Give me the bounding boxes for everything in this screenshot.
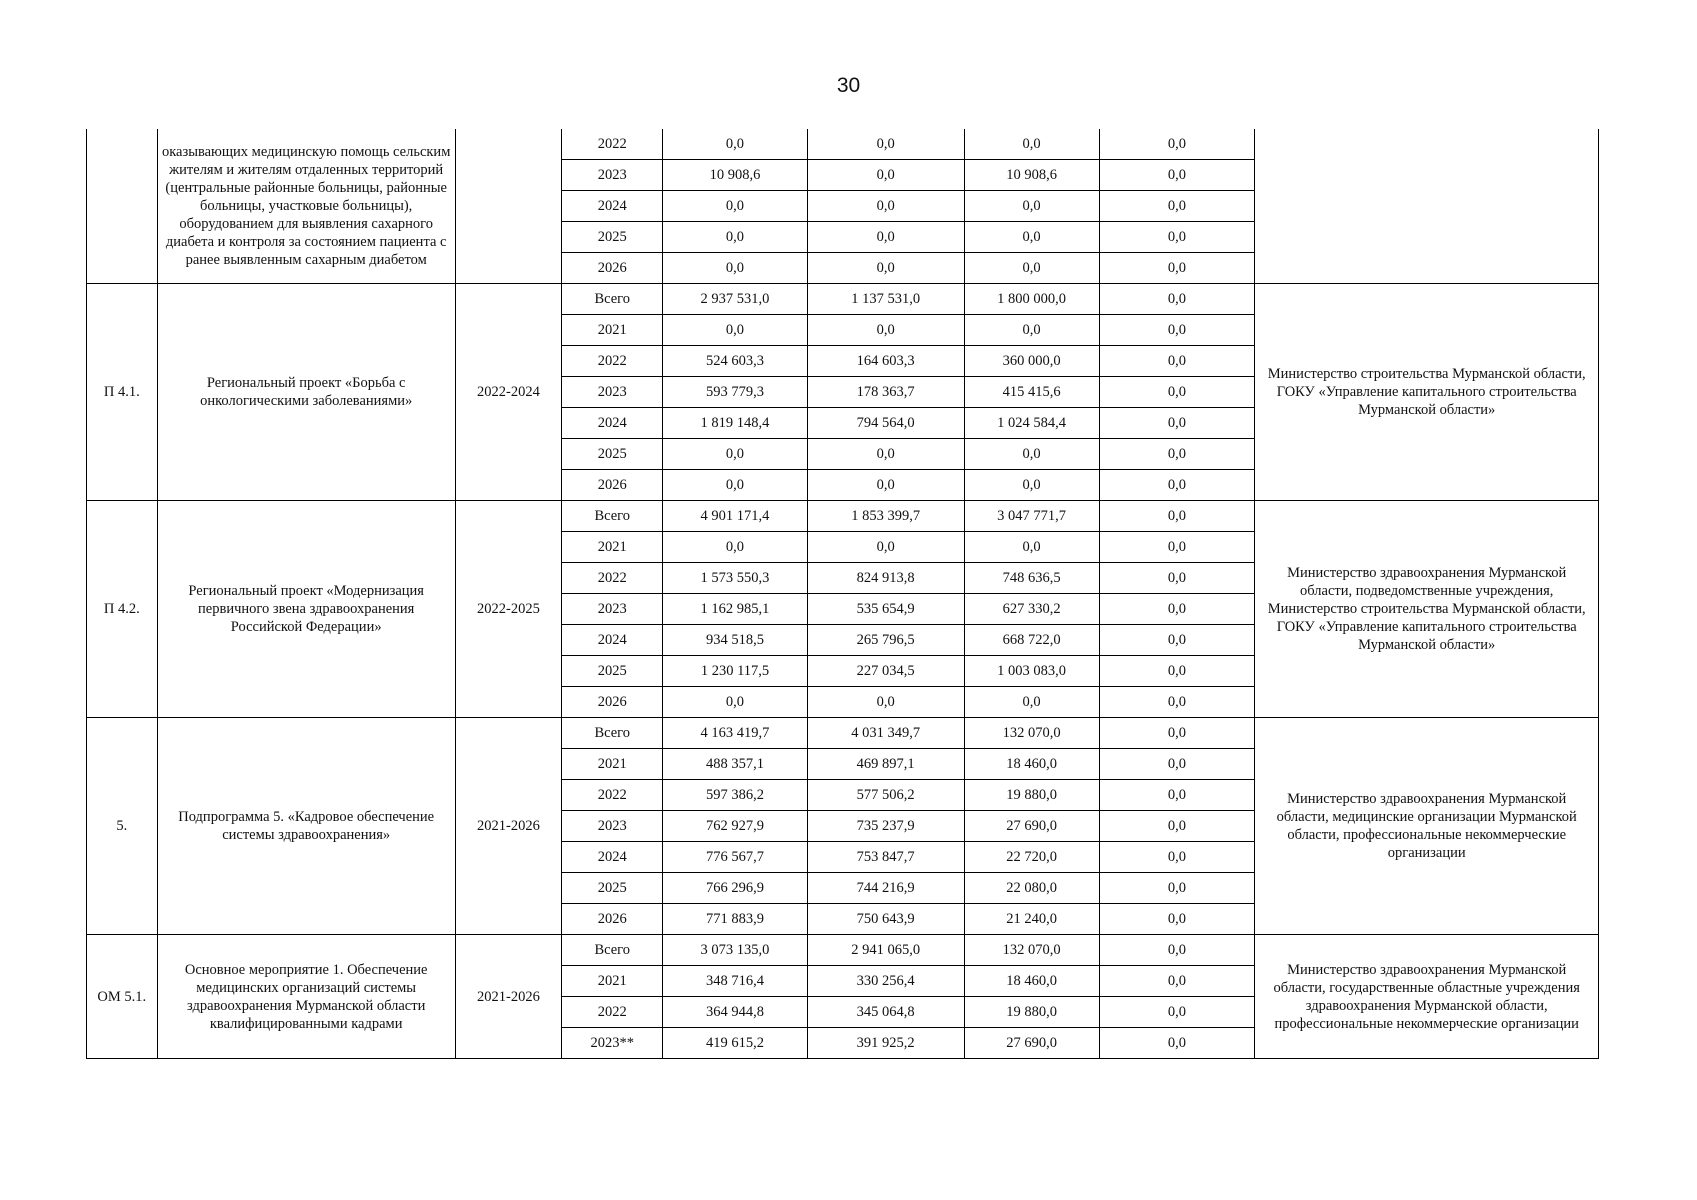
cell-other: 0,0 [1099,749,1255,780]
cell-name: Региональный проект «Борьба с онкологическими заболеваниями» [157,284,455,501]
cell-fed: 345 064,8 [807,997,964,1028]
cell-other: 0,0 [1099,470,1255,501]
cell-year: 2025 [562,439,663,470]
cell-other: 0,0 [1099,160,1255,191]
cell-responsible: Министерство строительства Мурманской области, ГОКУ «Управление капитального строительства Мурманской области» [1255,284,1599,501]
cell-reg: 3 047 771,7 [964,501,1099,532]
cell-responsible: Министерство здравоохранения Мурманской области, медицинские организации Мурманской области, профессиональные некоммерческие организации [1255,718,1599,935]
cell-fed: 391 925,2 [807,1028,964,1059]
cell-reg: 22 080,0 [964,873,1099,904]
cell-other: 0,0 [1099,873,1255,904]
cell-code: ОМ 5.1. [87,935,158,1059]
cell-year: 2021 [562,749,663,780]
cell-total: 0,0 [663,191,807,222]
cell-fed: 0,0 [807,129,964,160]
cell-total: 934 518,5 [663,625,807,656]
cell-code [87,129,158,284]
cell-reg: 0,0 [964,687,1099,718]
funding-table [86,129,1599,1059]
cell-reg: 0,0 [964,191,1099,222]
cell-fed: 744 216,9 [807,873,964,904]
cell-total: 0,0 [663,253,807,284]
table-row [87,129,1599,160]
cell-year: 2022 [562,997,663,1028]
cell-reg: 10 908,6 [964,160,1099,191]
cell-total: 771 883,9 [663,904,807,935]
cell-year: 2023 [562,160,663,191]
cell-year: 2021 [562,966,663,997]
cell-name: Основное мероприятие 1. Обеспечение медицинских организаций системы здравоохранения Мурманской области квалифицированными кадрами [157,935,455,1059]
cell-year: 2025 [562,873,663,904]
cell-other: 0,0 [1099,439,1255,470]
cell-year: 2022 [562,780,663,811]
page-number: 30 [836,74,861,97]
cell-year: Всего [562,935,663,966]
cell-responsible: Министерство здравоохранения Мурманской области, подведомственные учреждения, Министерство строительства Мурманской области, ГОКУ «Управление капитального строительства Мурманской области» [1255,501,1599,718]
cell-year: 2024 [562,191,663,222]
cell-reg: 27 690,0 [964,811,1099,842]
cell-period [455,129,561,284]
cell-other: 0,0 [1099,532,1255,563]
cell-other: 0,0 [1099,656,1255,687]
cell-fed: 227 034,5 [807,656,964,687]
cell-other: 0,0 [1099,780,1255,811]
cell-year: 2025 [562,222,663,253]
cell-other: 0,0 [1099,966,1255,997]
cell-fed: 178 363,7 [807,377,964,408]
cell-code: П 4.2. [87,501,158,718]
cell-reg: 0,0 [964,532,1099,563]
cell-reg: 27 690,0 [964,1028,1099,1059]
cell-total: 419 615,2 [663,1028,807,1059]
cell-responsible [1255,129,1599,284]
cell-other: 0,0 [1099,129,1255,160]
cell-total: 1 230 117,5 [663,656,807,687]
cell-other: 0,0 [1099,501,1255,532]
cell-period: 2021-2026 [455,718,561,935]
table-row [87,718,1599,749]
cell-other: 0,0 [1099,1028,1255,1059]
cell-year: 2022 [562,346,663,377]
cell-other: 0,0 [1099,718,1255,749]
cell-fed: 0,0 [807,470,964,501]
cell-fed: 0,0 [807,687,964,718]
cell-other: 0,0 [1099,842,1255,873]
cell-reg: 21 240,0 [964,904,1099,935]
cell-year: 2021 [562,532,663,563]
cell-year: 2024 [562,408,663,439]
cell-total: 776 567,7 [663,842,807,873]
table-row [87,501,1599,532]
cell-reg: 627 330,2 [964,594,1099,625]
cell-fed: 735 237,9 [807,811,964,842]
cell-year: 2022 [562,129,663,160]
cell-responsible: Министерство здравоохранения Мурманской области, государственные областные учреждения здравоохранения Мурманской области, профессиональные некоммерческие организации [1255,935,1599,1059]
cell-fed: 2 941 065,0 [807,935,964,966]
cell-reg: 1 003 083,0 [964,656,1099,687]
cell-total: 4 901 171,4 [663,501,807,532]
cell-reg: 1 800 000,0 [964,284,1099,315]
cell-other: 0,0 [1099,811,1255,842]
cell-period: 2022-2024 [455,284,561,501]
cell-fed: 164 603,3 [807,346,964,377]
cell-reg: 360 000,0 [964,346,1099,377]
cell-other: 0,0 [1099,253,1255,284]
cell-fed: 265 796,5 [807,625,964,656]
cell-other: 0,0 [1099,935,1255,966]
cell-reg: 0,0 [964,129,1099,160]
cell-fed: 4 031 349,7 [807,718,964,749]
cell-total: 1 819 148,4 [663,408,807,439]
cell-total: 10 908,6 [663,160,807,191]
cell-year: 2024 [562,842,663,873]
cell-other: 0,0 [1099,594,1255,625]
cell-name: Региональный проект «Модернизация первичного звена здравоохранения Российской Федерации» [157,501,455,718]
cell-reg: 0,0 [964,315,1099,346]
cell-reg: 22 720,0 [964,842,1099,873]
cell-reg: 1 024 584,4 [964,408,1099,439]
cell-other: 0,0 [1099,625,1255,656]
cell-reg: 18 460,0 [964,966,1099,997]
cell-year: 2026 [562,253,663,284]
cell-fed: 469 897,1 [807,749,964,780]
cell-fed: 0,0 [807,191,964,222]
cell-other: 0,0 [1099,563,1255,594]
cell-reg: 0,0 [964,222,1099,253]
cell-reg: 18 460,0 [964,749,1099,780]
cell-reg: 0,0 [964,439,1099,470]
cell-total: 524 603,3 [663,346,807,377]
cell-total: 348 716,4 [663,966,807,997]
cell-code: П 4.1. [87,284,158,501]
cell-total: 0,0 [663,532,807,563]
cell-year: 2023** [562,1028,663,1059]
cell-other: 0,0 [1099,377,1255,408]
cell-fed: 753 847,7 [807,842,964,873]
cell-other: 0,0 [1099,904,1255,935]
cell-other: 0,0 [1099,191,1255,222]
cell-total: 593 779,3 [663,377,807,408]
cell-fed: 0,0 [807,315,964,346]
cell-fed: 824 913,8 [807,563,964,594]
cell-other: 0,0 [1099,315,1255,346]
cell-fed: 577 506,2 [807,780,964,811]
cell-other: 0,0 [1099,408,1255,439]
cell-reg: 132 070,0 [964,718,1099,749]
cell-reg: 0,0 [964,253,1099,284]
cell-fed: 1 137 531,0 [807,284,964,315]
cell-year: 2022 [562,563,663,594]
cell-total: 0,0 [663,470,807,501]
cell-total: 2 937 531,0 [663,284,807,315]
cell-year: 2023 [562,377,663,408]
table-body [87,129,1599,1059]
cell-total: 1 573 550,3 [663,563,807,594]
cell-reg: 19 880,0 [964,780,1099,811]
cell-total: 0,0 [663,129,807,160]
cell-year: Всего [562,718,663,749]
cell-year: 2025 [562,656,663,687]
cell-total: 0,0 [663,687,807,718]
cell-total: 0,0 [663,439,807,470]
cell-other: 0,0 [1099,284,1255,315]
cell-reg: 19 880,0 [964,997,1099,1028]
cell-fed: 0,0 [807,253,964,284]
cell-total: 488 357,1 [663,749,807,780]
cell-total: 1 162 985,1 [663,594,807,625]
table-row [87,284,1599,315]
cell-reg: 668 722,0 [964,625,1099,656]
cell-year: 2023 [562,594,663,625]
cell-other: 0,0 [1099,346,1255,377]
cell-total: 597 386,2 [663,780,807,811]
cell-year: 2026 [562,470,663,501]
cell-reg: 0,0 [964,470,1099,501]
cell-year: Всего [562,284,663,315]
cell-other: 0,0 [1099,222,1255,253]
cell-year: Всего [562,501,663,532]
cell-total: 766 296,9 [663,873,807,904]
cell-total: 0,0 [663,315,807,346]
cell-name: оказывающих медицинскую помощь сельским жителям и жителям отдаленных территорий (центральные районные больницы, районные больницы, участковые больницы), оборудованием для выявления сахарного диабета и контроля за состоянием пациента с ранее выявленным сахарным диабетом [157,129,455,284]
cell-other: 0,0 [1099,687,1255,718]
cell-period: 2021-2026 [455,935,561,1059]
cell-year: 2023 [562,811,663,842]
cell-total: 364 944,8 [663,997,807,1028]
cell-fed: 0,0 [807,222,964,253]
table-row [87,935,1599,966]
cell-fed: 0,0 [807,160,964,191]
cell-name: Подпрограмма 5. «Кадровое обеспечение системы здравоохранения» [157,718,455,935]
cell-total: 0,0 [663,222,807,253]
cell-fed: 535 654,9 [807,594,964,625]
cell-year: 2026 [562,904,663,935]
cell-fed: 750 643,9 [807,904,964,935]
cell-fed: 0,0 [807,532,964,563]
cell-year: 2021 [562,315,663,346]
cell-period: 2022-2025 [455,501,561,718]
cell-total: 3 073 135,0 [663,935,807,966]
cell-fed: 794 564,0 [807,408,964,439]
cell-year: 2024 [562,625,663,656]
cell-reg: 132 070,0 [964,935,1099,966]
cell-reg: 415 415,6 [964,377,1099,408]
cell-total: 762 927,9 [663,811,807,842]
cell-other: 0,0 [1099,997,1255,1028]
cell-fed: 330 256,4 [807,966,964,997]
cell-fed: 1 853 399,7 [807,501,964,532]
cell-year: 2026 [562,687,663,718]
cell-total: 4 163 419,7 [663,718,807,749]
cell-fed: 0,0 [807,439,964,470]
cell-code: 5. [87,718,158,935]
cell-reg: 748 636,5 [964,563,1099,594]
